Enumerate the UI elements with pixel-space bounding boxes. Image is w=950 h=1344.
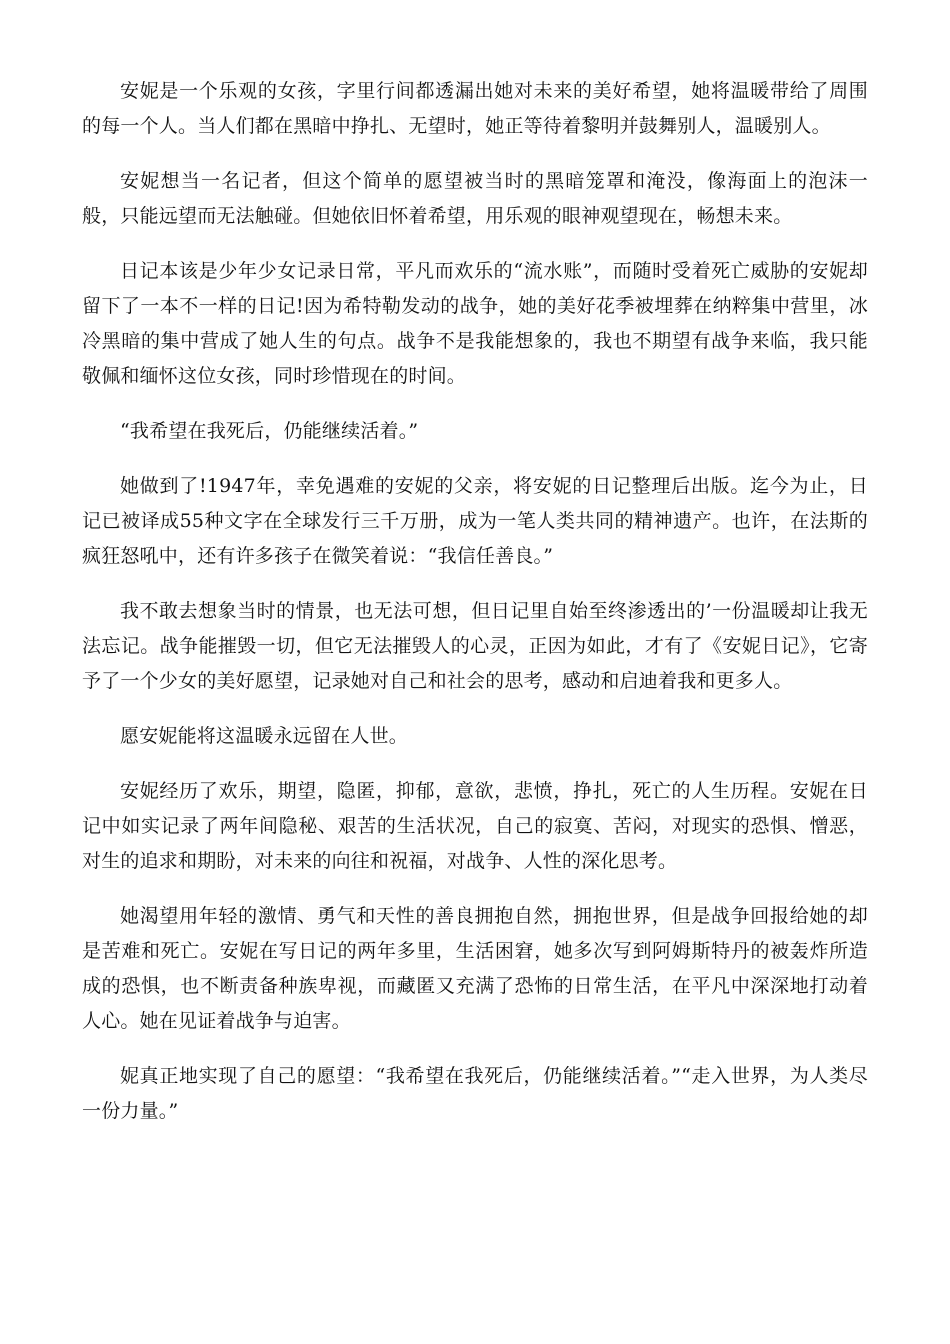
paragraph-7: 愿安妮能将这温暖永远留在人世。 — [120, 725, 409, 747]
paragraph-4-quote: “我希望在我死后，仍能继续活着。” — [120, 420, 419, 442]
paragraph-10: 妮真正地实现了自己的愿望：“我希望在我死后，仍能继续活着。”“走入世界，为人类尽一份力量。” — [82, 1065, 868, 1122]
document-body — [82, 74, 868, 1149]
paragraph-9: 她渴望用年轻的激情、勇气和天性的善良拥抱自然，拥抱世界，但是战争回报给她的却是苦难和死亡。安妮在写日记的两年多里，生活困窘，她多次写到阿姆斯特丹的被轰炸所造成的恐惧，也不断责备种族卑视，而藏匿又充满了恐怖的日常生活，在平凡中深深地打动着人心。她在见证着战争与迫害。 — [82, 905, 868, 1032]
paragraph-3: 日记本该是少年少女记录日常，平凡而欢乐的“流水账”，而随时受着死亡威胁的安妮却留下了一本不一样的日记!因为希特勒发动的战争，她的美好花季被埋葬在纳粹集中营里，冰冷黑暗的集中营成了她人生的句点。战争不是我能想象的，我也不期望有战争来临，我只能敬佩和缅怀这位女孩，同时珍惜现在的时间。 — [82, 260, 868, 387]
paragraph-2: 安妮想当一名记者，但这个简单的愿望被当时的黑暗笼罩和淹没，像海面上的泡沫一般，只能远望而无法触碰。但她依旧怀着希望，用乐观的眼神观望现在，畅想未来。 — [82, 170, 868, 227]
paragraph-5: 她做到了!1947年，幸免遇难的安妮的父亲，将安妮的日记整理后出版。迄今为止，日记已被译成55种文字在全球发行三千万册，成为一笔人类共同的精神遗产。也许，在法斯的疯狂怒吼中，还有许多孩子在微笑着说：“我信任善良。” — [82, 475, 868, 567]
paragraph-6: 我不敢去想象当时的情景，也无法可想，但日记里自始至终渗透出的’一份温暖却让我无法忘记。战争能摧毁一切，但它无法摧毁人的心灵，正因为如此，才有了《安妮日记》，它寄予了一个少女的美好愿望，记录她对自己和社会的思考，感动和启迪着我和更多人。 — [82, 600, 868, 692]
paragraph-8: 安妮经历了欢乐，期望，隐匿，抑郁，意欲，悲愤，挣扎，死亡的人生历程。安妮在日记中如实记录了两年间隐秘、艰苦的生活状况，自己的寂寞、苦闷，对现实的恐惧、憎恶，对生的追求和期盼，对未来的向往和祝福，对战争、人性的深化思考。 — [82, 780, 868, 872]
paragraph-1: 安妮是一个乐观的女孩，字里行间都透漏出她对未来的美好希望，她将温暖带给了周围的每一个人。当人们都在黑暗中挣扎、无望时，她正等待着黎明并鼓舞别人，温暖别人。 — [82, 80, 868, 137]
